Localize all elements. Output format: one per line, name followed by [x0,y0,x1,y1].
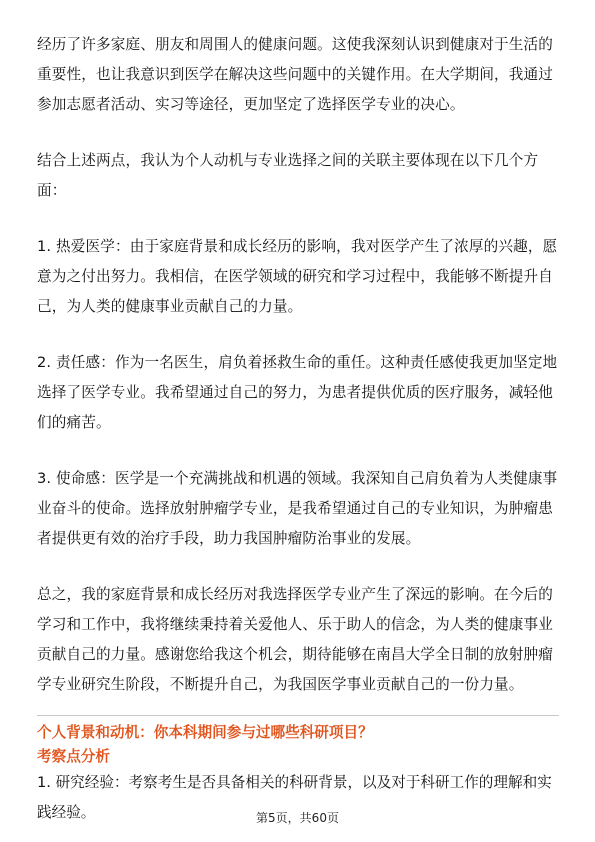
paragraph-point-mission: 3. 使命感：医学是一个充满挑战和机遇的领域。我深知自己肩负着为人类健康事业奋斗的使命。选择放射肿瘤学专业，是我希望通过自己的专业知识，为肿瘤患者提供更有效的治疗手段，助力我国肿瘤防治事业的发展。 [37,470,558,547]
section-divider [37,715,559,716]
paragraph-background-continued: 经历了许多家庭、朋友和周围人的健康问题。这使我深刻认识到健康对于生活的重要性，也让我意识到医学在解决这些问题中的关键作用。在大学期间，我通过参加志愿者活动、实习等途径，更加坚定了选择医学专业的决心。 [37,36,554,113]
paragraph-point-love-medicine: 1. 热爱医学：由于家庭背景和成长经历的影响，我对医学产生了浓厚的兴趣，愿意为之付出努力。我相信，在医学领域的研究和学习过程中，我能够不断提升自己，为人类的健康事业贡献自己的力量。 [37,238,558,315]
analysis-item-research-experience: 1. 研究经验：考察考生是否具备相关的科研背景，以及对于科研工作的理解和实践经验。 [37,774,552,821]
paragraph-conclusion: 总之，我的家庭背景和成长经历对我选择医学专业产生了深远的影响。在今后的学习和工作中，我将继续秉持着关爱他人、乐于助人的信念，为人类的健康事业贡献自己的力量。感谢您给我这个机会，期待能够在南昌大学全日制的放射肿瘤学专业研究生阶段，不断提升自己，为我国医学事业贡献自己的一份力量。 [37,586,554,693]
paragraph-summary-intro: 结合上述两点，我认为个人动机与专业选择之间的关联主要体现在以下几个方面： [37,152,539,199]
analysis-heading: 考察点分析 [37,748,110,765]
page-content [37,30,559,828]
page-number-footer: 第5页，共60页 [256,811,339,825]
paragraph-point-responsibility: 2. 责任感：作为一名医生，肩负着拯救生命的重任。这种责任感使我更加坚定地选择了医学专业。我希望通过自己的努力，为患者提供优质的医疗服务，减轻他们的痛苦。 [37,354,558,431]
question-title: 个人背景和动机：你本科期间参与过哪些科研项目？ [37,724,373,741]
